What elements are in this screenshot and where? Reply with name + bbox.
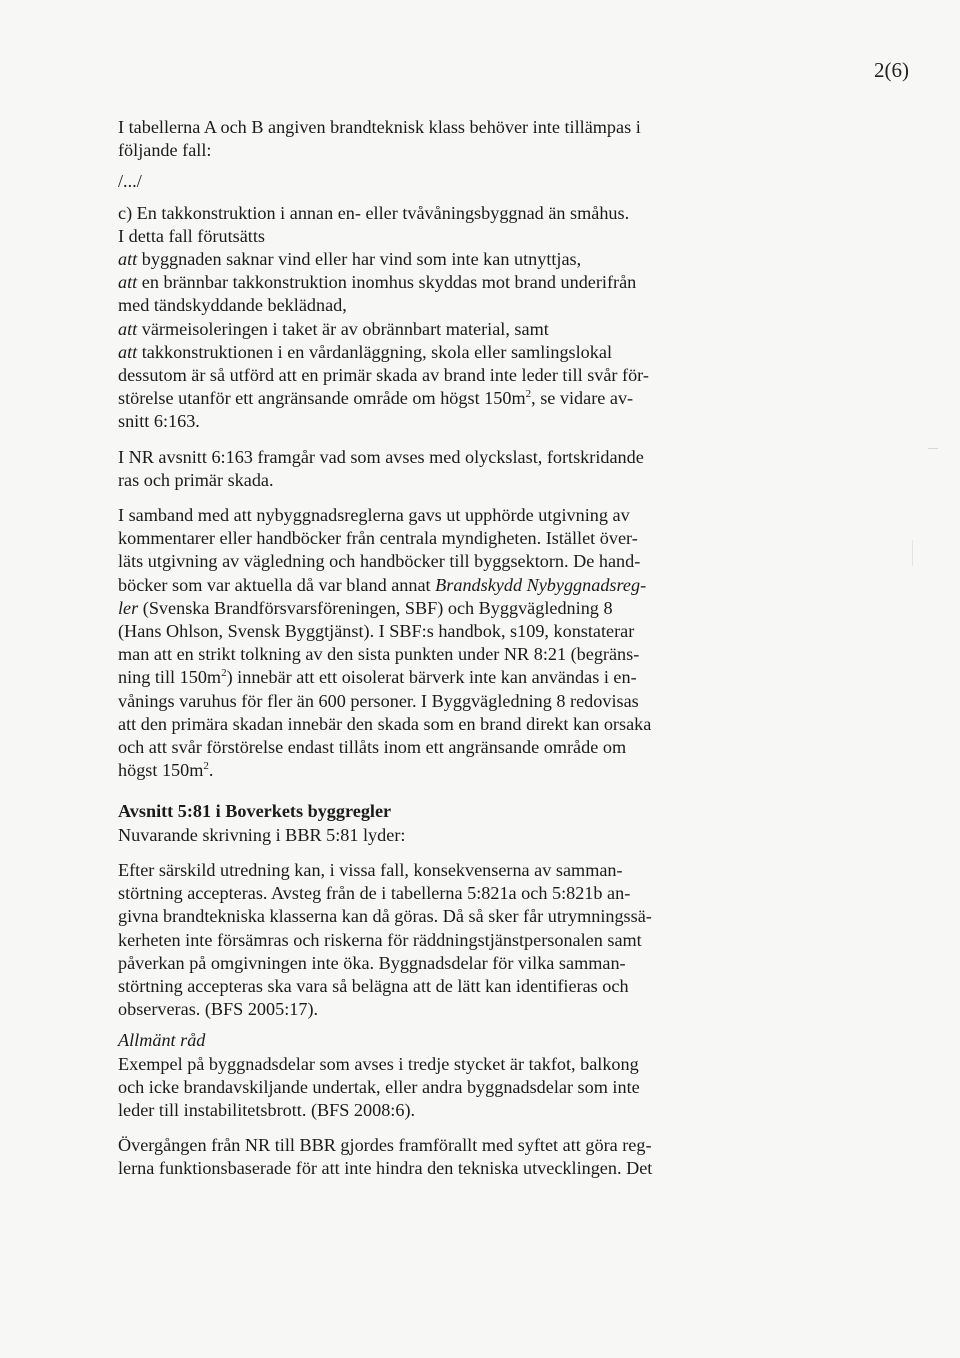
condition-item: att takkonstruktionen i en vårdanläggning, skola eller samlingslokal (118, 341, 612, 362)
text-line: påverkan på omgivningen inte öka. Byggnadsdelar för vilka samman- (118, 952, 626, 973)
text-line: man att en strikt tolkning av den sista punkten under NR 8:21 (begräns- (118, 644, 640, 665)
bbr-quote (118, 859, 704, 1021)
text-line: att den primära skadan innebär den skada som en brand direkt kan orsaka (118, 713, 652, 734)
intro-paragraph (118, 116, 704, 162)
text-line: böcker som var aktuella då var bland annat Brandskydd Nybyggnadsreg- (118, 574, 647, 595)
nr-paragraph (118, 446, 704, 492)
text-line: dessutom är så utförd att en primär skada av brand inte leder till svår för- (118, 365, 649, 386)
advice-title: Allmänt råd (118, 1030, 206, 1051)
superscript: 2 (221, 667, 227, 680)
text-line: störtning accepteras ska vara så belägna att de lätt kan identifieras och (118, 975, 629, 996)
att-word: att (118, 249, 138, 270)
text-line: I NR avsnitt 6:163 framgår vad som avses med olyckslast, fortskridande (118, 446, 644, 467)
text-line: (Hans Ohlson, Svensk Byggtjänst). I SBF:s handbok, s109, konstaterar (118, 621, 635, 642)
book-title: ler (118, 597, 139, 618)
conditions-lead: I detta fall förutsätts (118, 225, 265, 246)
text-line: störelse utanför ett angränsande område om högst $150m^2$, se vidare av- (118, 388, 634, 409)
superscript: 2 (525, 388, 532, 401)
text-line: leder till instabilitetsbrott. (BFS 2008:6). (118, 1099, 416, 1120)
text-line: kerheten inte försämras och riskerna för räddningstjänstpersonalen samt (118, 929, 642, 950)
att-word: att (118, 341, 138, 362)
text-line: följande fall: (118, 140, 212, 161)
page-number: 2(6) (874, 58, 909, 82)
text-line: ler (Svenska Brandförsvarsföreningen, SBF) och Byggvägledning 8 (118, 597, 613, 618)
text-line: och icke brandavskiljande undertak, eller andra byggnadsdelar som inte (118, 1076, 640, 1097)
scan-artifact (912, 540, 913, 566)
text-line: Efter särskild utredning kan, i vissa fall, konsekvenserna av samman- (118, 859, 623, 880)
section-subheading: Nuvarande skrivning i BBR 5:81 lyder: (118, 824, 406, 845)
att-word: att (118, 318, 138, 339)
closing-paragraph (118, 1134, 704, 1180)
text-line: snitt 6:163. (118, 411, 200, 432)
text-line: lerna funktionsbaserade för att inte hindra den tekniska utvecklingen. Det (118, 1158, 653, 1179)
document-body (118, 116, 704, 1181)
text-line: Exempel på byggnadsdelar som avses i tredje stycket är takfot, balkong (118, 1053, 639, 1074)
text-line: och att svår förstörelse endast tillåts inom ett angränsande område om (118, 737, 627, 758)
text-line: läts utgivning av vägledning och handböcker till byggsektorn. De hand- (118, 551, 641, 572)
section-heading: Avsnitt 5:81 i Boverkets byggregler (118, 801, 392, 822)
condition-item: att värmeisoleringen i taket är av obrännbart material, samt (118, 318, 549, 339)
text-line: med tändskyddande beklädnad, (118, 295, 347, 316)
text-line: I samband med att nybyggnadsreglerna gavs ut upphörde utgivning av (118, 505, 630, 526)
ellipsis: /.../ (118, 171, 142, 192)
text-line: ras och primär skada. (118, 469, 274, 490)
book-title: Brandskydd Nybyggnadsreg- (435, 574, 647, 595)
samband-paragraph (118, 504, 704, 782)
text-line: ning till $150m^2$) innebär att ett oisolerat bärverk inte kan användas i en- (118, 667, 637, 688)
text-line: störtning accepteras. Avsteg från de i tabellerna 5:821a och 5:821b an- (118, 883, 631, 904)
condition-item: att en brännbar takkonstruktion inomhus skyddas mot brand underifrån (118, 272, 637, 293)
text-line: högst $150m^2$. (118, 760, 214, 781)
text-line: givna brandtekniska klasserna kan då göras. Då så sker får utrymningssä- (118, 906, 652, 927)
superscript: 2 (203, 760, 209, 773)
general-advice (118, 1029, 704, 1122)
text-line: vånings varuhus för fler än 600 personer. I Byggvägledning 8 redovisas (118, 690, 639, 711)
conditions-list (118, 225, 704, 434)
clause-c: c) En takkonstruktion i annan en- eller tvåvåningsbyggnad än småhus. (118, 202, 630, 223)
att-word: att (118, 272, 138, 293)
text-line: kommentarer eller handböcker från centrala myndigheten. Istället över- (118, 528, 638, 549)
text-line: Övergången från NR till BBR gjordes framförallt med syftet att göra reg- (118, 1135, 652, 1156)
text-line: observeras. (BFS 2005:17). (118, 999, 319, 1020)
condition-item: att byggnaden saknar vind eller har vind som inte kan utnyttjas, (118, 249, 582, 270)
text-line: I tabellerna A och B angiven brandteknisk klass behöver inte tillämpas i (118, 117, 641, 137)
scan-artifact (928, 448, 938, 449)
